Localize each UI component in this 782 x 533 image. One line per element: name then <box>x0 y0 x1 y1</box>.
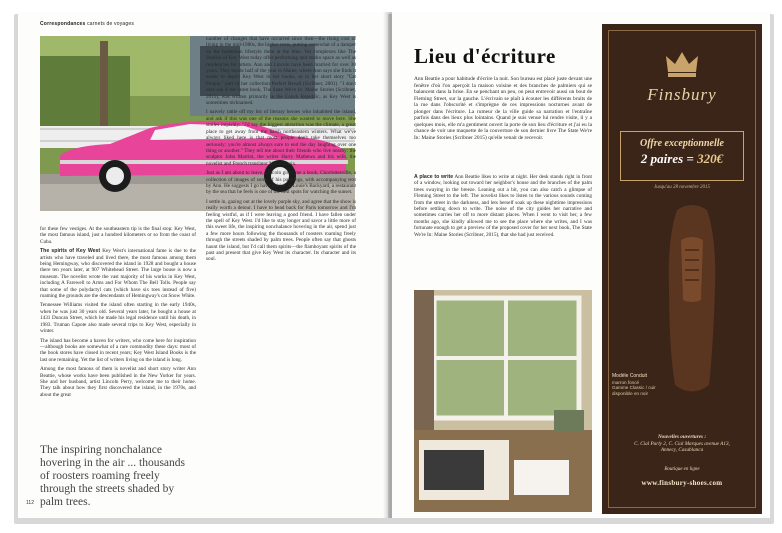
offer-price: 320€ <box>697 151 724 166</box>
finsbury-advert <box>602 24 762 514</box>
left-page <box>18 12 388 518</box>
pull-quote: The inspiring nonchalance hovering in the air ... thousands of roosters roaming freely through the streets shaded by palm trees. <box>40 444 186 508</box>
section-header <box>40 21 134 27</box>
col2-paragraph-4: I settle in, gazing out at the lovely purple sky, and agree that the show is really worth a detour. I have to head back for Paris tomorrow and I'm feeling wistful, as if I were leaving a good friend. I have fallen under the spell of Key West. I'd like to stay longer and savor a little more of this sweet life, the inspiring nonchalance hovering in the air, spend just a few more hours following the thousands of roosters roaming freely through the streets shaded by palm trees. People often say that ghosts haunt the island, but I'd call them spirits—the flamboyant spirits of the past and present that give Key West its character. Its character and its soul. <box>206 198 356 263</box>
offer-box <box>620 131 744 181</box>
col1-paragraph-1: for these few vestiges. At the southeastern tip is the final stop: Key West, the most famous island, just a hundred kilometers or so from the coast of Cuba. <box>40 226 196 245</box>
page-number: 112 <box>26 500 34 506</box>
section-header-bold: Correspondances <box>40 21 86 27</box>
model-desc-2: Gamme Classic / cuir <box>612 385 656 390</box>
brand-name: Finsbury <box>647 85 717 104</box>
model-desc-3: disponible en noir <box>612 390 649 396</box>
offer-pairs: 2 paires = <box>640 151 698 166</box>
writing-desk-photo <box>414 290 592 512</box>
model-caption <box>612 374 667 396</box>
shop-url: www.finsbury-shoes.com <box>641 479 723 487</box>
model-name: Modèle Conduit <box>612 373 648 379</box>
col1-paragraph-4: The island has become a haven for writers, who come here for inspiration—although books are somewhat of a rare commodity these days: most of the book stores have closed in recent years; Key West Island Books is the last one remaining. Yet the list of writers living on the island is long. <box>40 337 196 363</box>
online-shop-label: Boutique en ligne <box>664 467 700 472</box>
openings-line-2: Annecy, Casablanca <box>660 447 704 453</box>
offer-line-2 <box>621 151 743 167</box>
french-lede <box>414 76 592 141</box>
right-page <box>392 12 770 518</box>
subhead-place-to-write: A place to write <box>414 174 454 180</box>
section-header-rest: carnets de voyages <box>85 21 135 27</box>
col2-paragraph-3: Just as I am about to leave, Lincoln gives me a book, Chorlottesville, a collection of images of some of his paintings, with accompanying text by Ann. He suggests I go have a drink at Louie's Backyard, a restaurant by the sea that he feels is one of the best spots for watching the sunset. <box>206 170 356 196</box>
col1-paragraph-5: Among the most famous of them is novelist and short story writer Ann Beattie, whose works have been published in the New Yorker for years. She and her husband, artist Lincoln Perry, welcome me to their home. They talk about how they first discovered the island, in the 1970s, and about the great <box>40 366 196 398</box>
col1-paragraph-2-text: Key West's international fame is due to the artists who have traveled and lived there, the most famous among them being Hemingway, who discovered the island in 1928 and bought a house there ten years later, at 907 Whitehead Street. The large house is now a museum. The novelist wrote the vast majority of his works in Key West, including A Farewell to Arms and For Whom The Bell Tolls. People say that some of the polydactyl cats (which have six toes instead of five) roaming the grounds are the descendants of Hemingway's cat Snow White. <box>40 248 196 300</box>
col1-paragraph-3: Tennessee Williams visited the island often starting in the early 1940s, when he was just 30 years old. Several years later, he bought a house at 1431 Duncan Street, which he made his legal residence until his death, in 1983. Truman Capote also made several trips to Key West, especially in winter. <box>40 302 196 335</box>
openings-line-1: C. Cial Parly 2, C. Cial Marques avenue A13, <box>634 440 730 447</box>
english-body <box>414 174 592 238</box>
offer-expiry: Jusqu'au 28 novembre 2015 <box>653 185 710 190</box>
model-desc-1: marron foncé <box>612 379 640 385</box>
article-headline: Lieu d'écriture <box>414 44 556 68</box>
english-body-text: Ann Beattie likes to write at night. Her desk stands right in front of a window, looking out toward her neighbor's house and the branches of the palm trees swaying in the breeze. Leaning out a bit, you can also catch a glimpse of Fleming Street to the left. The novelist likes to listen to the various sounds coming from the street in the darkness, and lets herself soak up these nighttime impressions before settling down to write. The noise of the city guides her narrative and sometimes carries her off to more distant places. When I went to visit her, a few months ago, she kindly allowed me to see the place where she writes, and I was fortunate enough to get a preview of the proposed cover for her next book, The State We're In: Maine Stories (Scribner, 2015), that she had just received. <box>414 174 592 238</box>
french-lede-text: Ann Beattie a pour habitude d'écrire la nuit. Son bureau est placé juste devant une fenêtre d'où l'on aperçoit la maison voisine et des branches de palmiers qui se balancent dans la brise. En se penchant un peu, on peut entrevoir aussi un bout de Fleming Street, sur la gauche. L'écrivain se plaît à écouter les différents bruits de la rue dans l'obscurité et s'imprègne de ces impressions nocturnes avant de plonger dans l'écriture. La rumeur de la ville guide sa narration et l'entraîne parfois dans des lieux plus lointains. Quand je suis venue lui rendre visite, il y a quelques mois, elle m'a gentiment ouvert la porte de son lieu d'écriture et j'ai eu la chance de voir une maquette de la couverture de son dernier livre The State We're In: Maine Stories (Scribner 2015) qu'elle venait de recevoir. <box>414 76 592 141</box>
openings-title: Nouvelles ouvertures : <box>657 434 707 440</box>
store-openings <box>602 434 762 454</box>
column-1 <box>40 226 196 401</box>
offer-line-1: Offre exceptionnelle <box>640 138 724 149</box>
column-2-top <box>206 36 356 266</box>
col2-paragraph-1: number of changes that have occurred since then—the rising cost of living in the mid-1980s, the higher rents, putting somewhat of a damper on the bohemian lifestyle there at the time. Yet complexes like The Studios of Key West today offer performing and studio space as well as residencies for artists. Ann and Lincoln have been married for over 30 years. They reside half of the year in Maine, where Ann says she finds it easier to depict Key West in her books, as in her short story "Cat People," part of her collection Perfect Recall (Scribner, 2001). "I don't dare ask if her latest book, The State We're In: Maine Stories (Scribner, 2015), was written primarily in the Conch Republic, as Key West is sometimes nicknamed. <box>206 36 357 107</box>
subhead-spirits: The spirits of Key West <box>40 248 101 255</box>
shoe-image <box>657 200 727 400</box>
col1-paragraph-2 <box>40 248 196 299</box>
col2-paragraph-2: I naively rattle off my list of literary heroes who inhabited the island, and ask if this was one of the reasons she wanted to move here. She smiles impishly: "I'd say the biggest attraction was the climate, a great place to get away from the harsh northeastern winters. What we've always liked here is that most people don't take themselves too seriously; you're almost always sure to end the day laughing over one thing or another." They tell me about their friends who live nearby: the sculptor John Martini, the writer Harry Mathews and his wife, the novelist and French translator Marie Chaix. <box>206 109 356 167</box>
crown-icon <box>664 48 700 80</box>
